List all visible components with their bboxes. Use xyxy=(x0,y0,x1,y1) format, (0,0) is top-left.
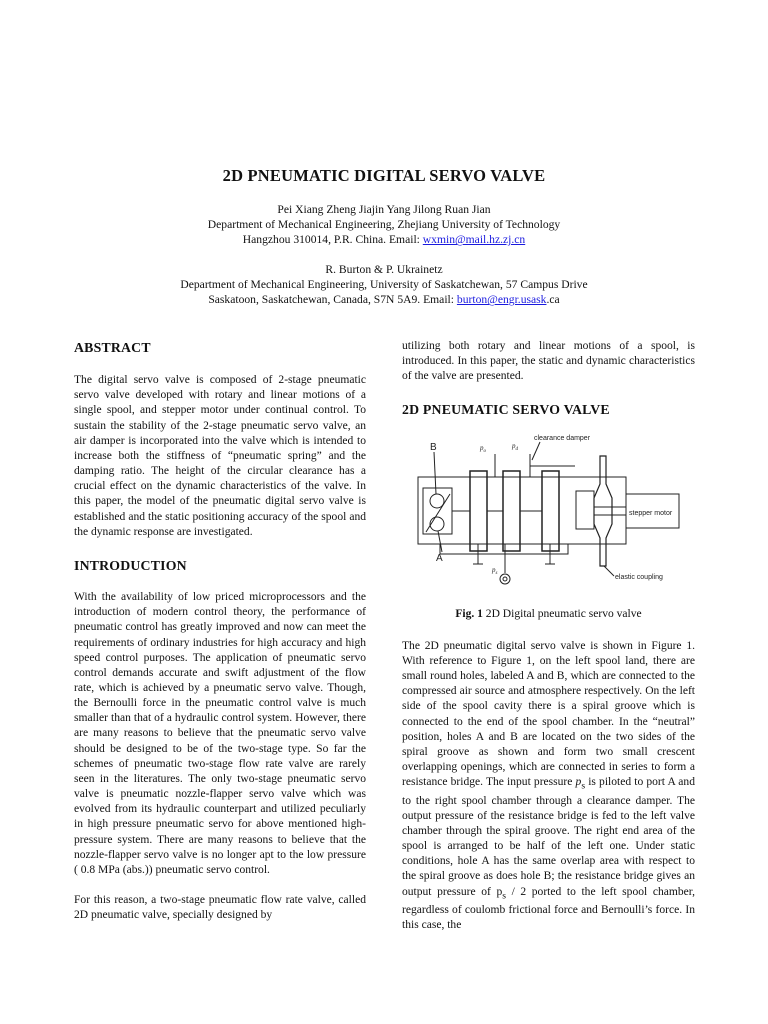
hole-a xyxy=(430,517,444,531)
author-address-1 xyxy=(0,232,768,247)
label-ps-sub: s xyxy=(495,570,498,576)
label-ps xyxy=(491,566,498,576)
abstract-heading: ABSTRACT xyxy=(74,340,151,355)
introduction-paragraph-2: For this reason, a two-stage pneumatic flow rate valve, called 2D pneumatic valve, specially designed by xyxy=(74,894,366,922)
figure-caption-text: 2D Digital pneumatic servo valve xyxy=(482,607,642,620)
introduction-paragraph-1: With the availability of low priced microprocessors and the introduction of modern control theory, the performance of pneumatic control has greatly improved and now can meet the requirements of ordinary industries for high accuracy and high speed control purposes. The application of pneumatic servo control demands accurate and swift adjustment of the flow rate, which is achieved by a pneumatic servo valve. Though, the Bernoulli force in the pneumatic control valve is much smaller than that of a hydraulic control system. However, there are many reasons to believe that the pneumatic servo valve should be designed to be of the two-stage type. So far the schemes of pneumatic two-stage flow rate valve are rarely seen in the literatures. The only two-stage pneumatic servo valve is pneumatic nozzle-flapper servo valve which was evolved from its hydraulic counterpart and utilized peculiarly in high pressure pneumatic servo for above mentioned high-pressure system. There are many reasons to believe that the nozzle-flapper servo valve is no longer apt to the low pressure ( 0.8 MPa (abs.)) pneumatic servo control. xyxy=(74,591,366,876)
email-link-2[interactable]: burton@engr.usask xyxy=(456,293,547,307)
label-pd xyxy=(511,442,519,452)
spool-land-1 xyxy=(470,471,487,551)
right-paragraph-0: utilizing both rotary and linear motions of a spool, is introduced. In this paper, the static and dynamic characteristics of the valve are presented. xyxy=(402,340,695,383)
supply-symbol-inner xyxy=(503,577,507,581)
elastic-coupling-leader xyxy=(604,566,614,576)
email-link-1[interactable]: wxmin@mail.hz.zj.cn xyxy=(422,233,526,247)
left-column xyxy=(74,340,366,923)
label-a: A xyxy=(436,552,443,564)
symbol-ps-half-main: p xyxy=(496,885,503,898)
author-block-2 xyxy=(0,262,768,308)
author-address-2 xyxy=(0,292,768,307)
spool-land-3 xyxy=(542,471,559,551)
author-names-1: Pei Xiang Zheng Jiajin Yang Jilong Ruan Jian xyxy=(277,203,491,216)
spool-land-2 xyxy=(503,471,520,551)
label-ps-main: p xyxy=(492,565,496,574)
symbol-ps-half-tail: / 2 xyxy=(505,885,527,898)
author-address-text-2: Saskatoon, Saskatchewan, Canada, S7N 5A9. Email: xyxy=(208,293,457,307)
label-pd-sub: d xyxy=(515,446,518,452)
label-elastic-coupling: elastic coupling xyxy=(615,573,663,581)
symbol-ps: p xyxy=(575,776,582,789)
label-pd-main: p xyxy=(512,441,516,450)
label-po-main: p xyxy=(480,443,484,452)
label-clearance-damper: clearance damper xyxy=(534,434,591,442)
elastic-coupling-flange xyxy=(594,456,612,566)
abstract-text: The digital servo valve is composed of 2-stage pneumatic servo valve developed with rotary and linear motions of a single spool, and stepper motor under continual control. To sustain the stability of the 2-stage pneumatic servo valve, an air damper is incorporated into the valve which is intended to increase both the stiffness of “pneumatic spring” and the damping ratio. The height of the circular clearance has a crucial effect on the dynamic characteristics of the valve. In this paper, the model of the pneumatic digital servo valve is established and the static positioning accuracy of the spool and the dynamic response are investigated. xyxy=(74,374,366,538)
figure-caption xyxy=(402,607,695,622)
label-b: B xyxy=(430,441,437,453)
author-names-2: R. Burton & P. Ukrainetz xyxy=(325,263,443,276)
symbol-ps-half-sub: s xyxy=(502,889,506,901)
right-paragraph-1c: ported to the left spool chamber, regardless of coulomb frictional force and Bernoulli’s force. In this case, the xyxy=(402,885,695,932)
stepper-motor-label: stepper motor xyxy=(629,509,673,517)
introduction-heading: INTRODUCTION xyxy=(74,557,187,573)
author-address-text-1: Hangzhou 310014, P.R. China. Email: xyxy=(242,233,423,247)
spiral-window xyxy=(423,488,452,534)
email-suffix-2: .ca xyxy=(546,293,560,307)
symbol-ps-sub: s xyxy=(581,780,586,792)
servo-valve-heading: 2D PNEUMATIC SERVO VALVE xyxy=(402,402,610,418)
supply-symbol xyxy=(500,574,510,584)
right-column xyxy=(402,339,695,933)
right-paragraph-1 xyxy=(402,639,695,934)
valve-diagram xyxy=(400,428,693,588)
right-paragraph-1a: The 2D pneumatic digital servo valve is shown in Figure 1. With reference to Figure 1, on the left spool land, there are small round holes, labeled A and B, which are connected to the compressed air source and atmosphere respectively. On the left side of the spool cavity there is a spiral groove which is connected to the end of the spool chamber. In the “neutral” position, holes A and B are located on the two sides of the spiral groove as shown and form two small crescent overlapping openings, which are connected in series to form a resistance bridge. The input pressure xyxy=(402,639,695,789)
clearance-damper-leader xyxy=(532,442,540,460)
right-chamber xyxy=(576,491,594,529)
bottom-manifold xyxy=(440,544,568,554)
paper-title: 2D PNEUMATIC DIGITAL SERVO VALVE xyxy=(222,166,546,185)
spiral-line xyxy=(426,494,450,532)
figure-caption-label: Fig. 1 xyxy=(455,607,483,620)
author-affiliation-1: Department of Mechanical Engineering, Zhejiang University of Technology xyxy=(207,218,561,232)
label-po-sub: o xyxy=(483,448,486,454)
valve-figure xyxy=(400,428,693,588)
label-po xyxy=(479,444,487,454)
author-affiliation-2: Department of Mechanical Engineering, University of Saskatchewan, 57 Campus Drive xyxy=(180,278,588,292)
symbol-ps-half xyxy=(496,885,527,901)
right-paragraph-1b: is piloted to port A and to the right spool chamber through a clearance damper. The output pressure of the resistance bridge is fed to the left valve chamber through the spiral groove. The right end area of the spool is arranged to be half of the left one. Under static conditions, hole A has the same overlap area with respect to the spiral groove as does hole B; the resistance bridge gives an output pressure of xyxy=(402,776,695,898)
author-block-1 xyxy=(0,202,768,248)
